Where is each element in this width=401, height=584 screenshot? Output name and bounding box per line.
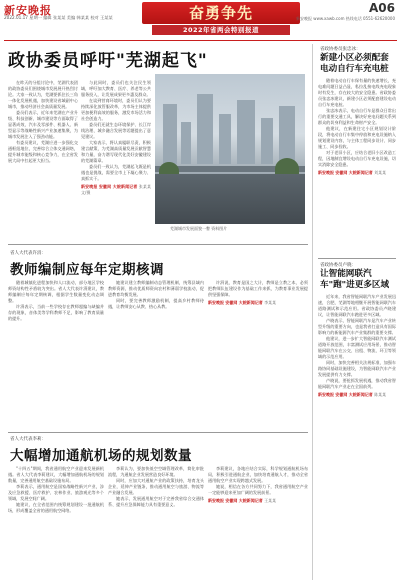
section-divider xyxy=(8,432,308,433)
page-header xyxy=(0,0,401,40)
column-divider xyxy=(312,44,313,580)
side2-body: 近年来，我省智能网联汽车产业发展迅速，合肥、芜湖等地相继开展智能网联汽车道路测试和示范应用。省政协委员卢晓建议，让智能网联汽车跑进更多区域。 卢晓表示，智能网联汽车是汽车产业转型升级的重要方向，也是我省打造具有国际影响力的新能源汽车产业集群的重要支撑。 他建议，进一步扩大智能网联汽车测试道路开放范围，丰富测试应用场景，推动智能网联汽车在公交、出租、物流、环卫等领域的示范应用。 同时，加快完善相关法规标准，加强车路协同基础设施建设，为智能网联汽车产业发展提供有力支撑。 卢晓说，要抢抓发展机遇，推动我省智能网联汽车产业走在全国前列。 新安晚报 安徽网 大皖新闻记者 陈某某 xyxy=(318,294,396,397)
side1-byline: 新安晚报 安徽网 大皖新闻记者 刘某某 xyxy=(318,170,387,175)
story2-byline: 新安晚报 安徽网 大皖新闻记者 李某某 xyxy=(208,300,277,305)
side2-kicker: 省政协委员卢晓： xyxy=(320,263,356,268)
main-story-col2: 与此同时，委员们也关注民生领域，呼吁加大教育、医疗、养老等公共服务投入，让发展成果更多惠及群众。 在谈到营商环境时，委员们认为要持续深化放管服改革，为市场主体提供更加便利高效的服务，激发市场活力和社会创造力。 委员们还就生态环境保护、长江岸线治理、城乡融合发展等话题提出了意见建议。 大家表示，将认真履职尽责，积极建言献策，为芜湖高质量发展贡献智慧和力量，奋力谱写现代化美好安徽建设的芜湖篇章。 委员们一致认为，芜湖起飞既是机遇也是挑战，需要全市上下凝心聚力、真抓实干。 新安晚报 安徽网 大皖新闻记者 张某某 文/摄 xyxy=(81,80,151,195)
story2-col1: 随着城镇化进程加快和人口流动，部分地区学校师资结构性矛盾较为突出。省人大代表许涓建议，教师编制应每年定期核调，根据学生数量变化动态调整。 许涓表示，当前一些学校存在教师超编与缺编并存的现象，音体美等学科教师不足，影响了教育质量的提升。 xyxy=(8,280,104,321)
story3-col2: 李莉认为，要加快低空空域管理改革，简化审批流程，为通航企业发展营造良好环境。 同时，应加大对通航产业的政策扶持，培育龙头企业，延伸产业链条，推动通用航空与旅游、物流等产业融合发展。 她表示，发展通用航空对于完善我省综合交通体系、提升应急保障能力具有重要意义。 xyxy=(108,466,204,507)
page-number: A06 xyxy=(369,1,395,15)
main-story-col1: 在昨天的分组讨论中，芜湖代表团的政协委员们围绕城市发展展开热烈讨论。大家一致认为，芜湖要抓住长三角一体化发展机遇，加快建设省域副中心城市，推动经济社会高质量发展。 委员们表示，近年来芜湖在产业升级、科技创新、城市建设等方面取得了显著成效，汽车及零部件、机器人、新型显示等战略性新兴产业加速集聚，为城市发展注入了强劲动能。 有委员建议，芜湖应进一步强化交通枢纽地位，完善综合立体交通网络，提升城市能级和核心竞争力，在全省发展大局中扛起更大担当。 xyxy=(8,80,78,163)
story2-kicker: 省人大代表许涓： xyxy=(10,251,46,256)
story3-col3: 李莉建议，各地应结合实际，科学规划通航机场布局，积极引进通航企业，加快培育通航人才，推动全省通用航空产业实现跨越式发展。 她说，相信在各方共同努力下，我省通用航空产业一定能够迎来更加广阔的发展前景。 新安晚报 安徽网 大皖新闻记者 王某某 xyxy=(208,466,308,503)
story2-col3: 许涓说，教育是国之大计，教师是立教之本，必须把教师队伍建设作为基础工作来抓，为教育事业发展提供坚强保障。 新安晚报 安徽网 大皖新闻记者 李某某 xyxy=(208,280,308,305)
newspaper-logo: 新安晚报 xyxy=(4,4,52,17)
story3-col1: "十四五"期间，我省通用航空产业迎来发展新机遇。省人大代表李莉建议，大幅增加通航机场的规划数量，完善通用航空基础设施布局。 李莉表示，通用航空是国家战略性新兴产业，涉及应急救援、医疗救护、农林作业、旅游观光等多个领域，发展空间广阔。 她建议，在全省范围内统筹规划建设一批通航机场，形成覆盖全省的通用航空网络。 xyxy=(8,466,104,513)
city-photo xyxy=(155,74,305,224)
side1-headline: 新建小区必须配套电动自行车充电桩 xyxy=(320,53,389,74)
photo-caption: 芜湖城市发展面貌一瞥 资料图片 xyxy=(170,226,228,231)
story2-headline: 教师编制应每年定期核调 xyxy=(10,262,164,278)
story3-headline: 大幅增加通航机场的规划数量 xyxy=(10,448,192,464)
section-divider xyxy=(318,258,396,259)
header-rule xyxy=(4,40,397,41)
side2-byline: 新安晚报 安徽网 大皖新闻记者 陈某某 xyxy=(318,392,387,397)
main-headline: 政协委员呼吁"芜湖起飞" xyxy=(8,51,208,71)
banner-subtitle: 2022年省两会特别报道 xyxy=(152,25,290,35)
header-meta: 2022.01.17 星期一 编辑 张某某 美编 韩某某 校对 王某某 xyxy=(4,15,113,20)
story3-kicker: 省人大代表李莉： xyxy=(10,437,46,442)
side1-body: 随着电动自行车保有量的快速增长，充电难问题日益凸显，私拉乱接电线充电现象时有发生，存在较大的安全隐患。省政协委员张忠冰建议，新建小区必须配套建设电动自行车充电桩。 张忠冰表示，电动自行车是群众日常出行的重要交通工具，解决好充电问题关系到群众的切身利益和生命财产安全。 他建议，在新建住宅小区规划设计阶段，将电动自行车集中停放和充电设施纳入规划建设内容，与主体工程同步设计、同步施工、同步验收。 对于老旧小区，应结合老旧小区改造工程，因地制宜增设电动自行车充电设施，切实消除安全隐患。 新安晚报 安徽网 大皖新闻记者 刘某某 xyxy=(318,78,396,175)
banner-title: 奋勇争先 xyxy=(142,2,300,24)
page-label: 新安晚报 www.xawb.com 热线电话 0551-62620000 xyxy=(296,16,395,21)
story2-col2: 她建议建立教师编制动态管理机制，统筹县域内教师资源，推动优质师资向农村和薄弱学校流动，促进教育均衡发展。 同时，要完善教师激励机制，提高乡村教师待遇，让教师安心从教、热心从教。 xyxy=(108,280,204,309)
side2-headline: 让智能网联汽车"跑"进更多区域 xyxy=(320,269,390,290)
special-banner xyxy=(142,2,300,38)
section-divider xyxy=(8,244,308,245)
side1-kicker: 省政协委员张忠冰： xyxy=(320,47,361,52)
story3-byline: 新安晚报 安徽网 大皖新闻记者 王某某 xyxy=(208,498,277,503)
main-byline: 新安晚报 安徽网 大皖新闻记者 张某某 文/摄 xyxy=(81,184,151,195)
